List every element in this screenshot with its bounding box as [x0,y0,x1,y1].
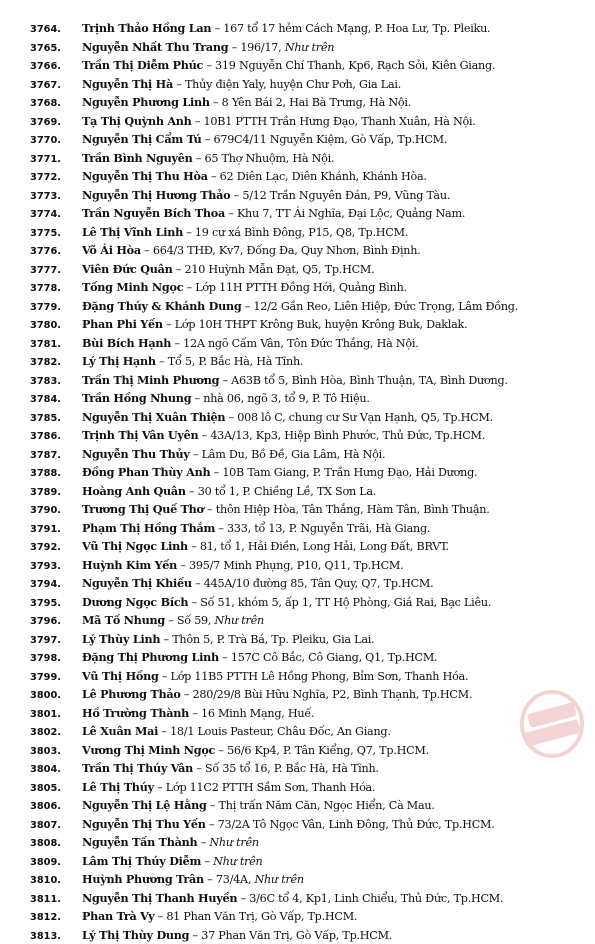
entry-row [30,204,585,223]
entry-row [30,223,585,242]
entry-number: 3767. [30,77,82,94]
entry-name: Nguyễn Thị Lệ Hằng [82,798,207,812]
watermark-stamp [518,688,586,760]
entry-number: 3769. [30,114,82,131]
entry-number: 3783. [30,373,82,390]
entry-address: – thôn Hiệp Hòa, Tân Thắng, Hàm Tân, Bình Thuận. [204,503,490,516]
entry-name: Phạm Thị Hồng Thắm [82,521,215,535]
entry-name: Vũ Thị Ngọc Linh [82,539,188,553]
entry-row [30,186,585,205]
entry-number: 3780. [30,317,82,334]
entry-number: 3785. [30,410,82,427]
entry-address: – Số 51, khóm 5, ấp 1, TT Hộ Phòng, Giá Rai, Bạc Liêu. [188,596,491,609]
entry-note: Như trên [215,614,264,627]
entry-number: 3799. [30,669,82,686]
entry-row [30,260,585,279]
entry-row [30,667,585,686]
entry-number: 3806. [30,798,82,815]
entry-row [30,500,585,519]
entry-address: – Số 35 tổ 16, P. Bắc Hà, Hà Tĩnh. [193,762,379,775]
entry-name: Vương Thị Minh Ngọc [82,743,215,757]
entry-name: Nguyễn Thị Hà [82,77,173,91]
entry-row [30,833,585,852]
entry-address: – 81 Phan Văn Trị, Gò Vấp, Tp.HCM. [154,910,357,923]
entry-name: Viên Đức Quân [82,262,173,276]
entry-number: 3796. [30,613,82,630]
entry-address: – 81, tổ 1, Hải Điền, Long Hải, Long Đất, BRVT. [188,540,449,553]
entry-number: 3798. [30,650,82,667]
entry-address: – [197,836,209,849]
entry-address: – Lâm Du, Bồ Đề, Gia Lâm, Hà Nội. [190,448,386,461]
entry-number: 3803. [30,743,82,760]
entry-name: Phan Trà Vy [82,909,154,923]
entry-number: 3788. [30,465,82,482]
entry-name: Lê Thị Thúy [82,780,154,794]
entry-number: 3771. [30,151,82,168]
entry-name: Lê Thị Vĩnh Linh [82,225,183,239]
entry-address: – 8 Yên Bái 2, Hai Bà Trưng, Hà Nội. [210,96,411,109]
entry-name: Lý Thị Hạnh [82,354,156,368]
entry-name: Trần Nguyễn Bích Thoa [82,206,225,220]
entry-row [30,907,585,926]
entry-address: – 280/29/8 Bùi Hữu Nghĩa, P2, Bình Thạnh, Tp.HCM. [181,688,473,701]
entry-number: 3773. [30,188,82,205]
entry-number: 3808. [30,835,82,852]
entry-address: – 10B Tam Giang, P. Trần Hưng Đạo, Hải Dương. [210,466,477,479]
entry-name: Nguyễn Thị Cẩm Tú [82,132,202,146]
entry-row [30,38,585,57]
entry-name: Đặng Thị Phương Linh [82,650,219,664]
entry-number: 3782. [30,354,82,371]
entry-number: 3797. [30,632,82,649]
entry-address: – 664/3 THĐ, Kv7, Đống Đa, Quy Nhơn, Bình Định. [141,244,421,257]
entry-row [30,389,585,408]
entry-row [30,852,585,871]
entry-number: 3813. [30,928,82,944]
entry-name: Trịnh Thị Vân Uyên [82,428,198,442]
entry-row [30,315,585,334]
entry-name: Trần Thị Thúy Vân [82,761,193,775]
entry-row [30,463,585,482]
entry-name: Nguyễn Thị Thu Hòa [82,169,208,183]
entry-name: Hoàng Anh Quân [82,484,186,498]
entry-number: 3784. [30,391,82,408]
entry-row [30,537,585,556]
entry-row [30,722,585,741]
entry-row [30,75,585,94]
entry-name: Lý Thị Thùy Dung [82,928,189,942]
entry-row [30,630,585,649]
entry-row [30,741,585,760]
entry-row [30,241,585,260]
entry-address: – 56/6 Kp4, P. Tân Kiểng, Q7, Tp.HCM. [215,744,429,757]
entry-address: – 12/2 Gần Reo, Liên Hiệp, Đức Trọng, Lâm Đồng. [241,300,518,313]
watermark-logo [518,688,586,760]
entry-number: 3787. [30,447,82,464]
entry-address: – Thị trấn Năm Căn, Ngọc Hiển, Cà Mau. [207,799,435,812]
entry-address: – 62 Diên Lạc, Diên Khánh, Khánh Hòa. [208,170,427,183]
entry-address: – 210 Huỳnh Mẫn Đạt, Q5, Tp.HCM. [173,263,375,276]
entry-address: – Số 59, [165,614,215,627]
entry-address: – [201,855,213,868]
entry-number: 3791. [30,521,82,538]
entry-name: Hồ Trường Thành [82,706,189,720]
entry-number: 3789. [30,484,82,501]
entry-address: – 167 tổ 17 hẻm Cách Mạng, P. Hoa Lư, Tp. Pleiku. [211,22,490,35]
entry-number: 3802. [30,724,82,741]
entry-note: Như trên [254,873,303,886]
entry-row [30,352,585,371]
entry-row [30,778,585,797]
entry-name: Lê Xuân Mai [82,724,158,738]
entry-number: 3786. [30,428,82,445]
entry-address: – 30 tổ 1, P. Chiềng Lề, TX Sơn La. [186,485,376,498]
entry-address: – 73/4A, [204,873,255,886]
entry-address: – 008 lô C, chung cư Sư Vạn Hạnh, Q5, Tp.HCM. [225,411,493,424]
entry-name: Nguyễn Thị Xuân Thiện [82,410,225,424]
entry-address: – 37 Phan Văn Trị, Gò Vấp, Tp.HCM. [189,929,392,942]
entry-number: 3810. [30,872,82,889]
entry-address: – Lớp 10H THPT Krông Buk, huyện Krông Buk, Daklak. [163,318,468,331]
entry-row [30,112,585,131]
entry-name: Lý Thùy Linh [82,632,160,646]
entry-name: Nguyễn Thị Hương Thảo [82,188,230,202]
entry-number: 3809. [30,854,82,871]
entry-row [30,149,585,168]
entry-address: – A63B tổ 5, Bình Hòa, Bình Thuận, TA, Bình Dương. [219,374,507,387]
entry-row [30,130,585,149]
entry-address: – 73/2A Tô Ngọc Vân, Linh Đông, Thủ Đức, Tp.HCM. [206,818,495,831]
entry-note: Như trên [209,836,258,849]
entry-number: 3765. [30,40,82,57]
entry-name: Nguyễn Nhất Thu Trang [82,40,228,54]
entry-address: – 16 Minh Mạng, Huế. [189,707,314,720]
entry-address: – Tổ 5, P. Bắc Hà, Hà Tĩnh. [156,355,303,368]
entry-row [30,19,585,38]
entry-number: 3793. [30,558,82,575]
entry-row [30,759,585,778]
entry-address: – 157C Cô Bắc, Cô Giang, Q1, Tp.HCM. [219,651,437,664]
entry-row [30,648,585,667]
entry-name: Vũ Thị Hồng [82,669,159,683]
entry-row [30,93,585,112]
entry-number: 3812. [30,909,82,926]
entry-name: Trần Thị Diễm Phúc [82,58,203,72]
entry-number: 3790. [30,502,82,519]
entry-address: – 12A ngõ Cấm Vân, Tôn Đức Thắng, Hà Nội. [171,337,418,350]
entry-row [30,926,585,944]
entry-row [30,611,585,630]
entry-address: – Khu 7, TT Ái Nghĩa, Đại Lộc, Quảng Nam. [225,207,465,220]
entry-name: Đặng Thúy & Khánh Dung [82,299,241,313]
entry-row [30,334,585,353]
entry-address: – 196/17, [228,41,284,54]
entry-name: Nguyễn Thị Thu Yến [82,817,206,831]
entry-row [30,278,585,297]
entry-number: 3770. [30,132,82,149]
entry-number: 3766. [30,58,82,75]
entry-address: – Lớp 11B5 PTTH Lê Hồng Phong, Bỉm Sơn, Thanh Hóa. [159,670,469,683]
entry-note: Như trên [285,41,334,54]
entry-name: Trịnh Thảo Hồng Lan [82,21,211,35]
entry-row [30,685,585,704]
entry-address: – 5/12 Trần Nguyên Đán, P9, Vũng Tàu. [230,189,450,202]
entry-row [30,574,585,593]
entry-number: 3768. [30,95,82,112]
entry-number: 3779. [30,299,82,316]
entry-number: 3764. [30,21,82,38]
entry-number: 3811. [30,891,82,908]
entry-number: 3792. [30,539,82,556]
entry-number: 3777. [30,262,82,279]
entry-name: Trần Thị Minh Phương [82,373,219,387]
entry-address: – 319 Nguyễn Chí Thanh, Kp6, Rạch Sỏi, Kiên Giang. [203,59,495,72]
entry-row [30,519,585,538]
entry-row [30,796,585,815]
entry-name: Nguyễn Tấn Thành [82,835,197,849]
entry-row [30,371,585,390]
entry-address: – Lớp 11H PTTH Đồng Hới, Quảng Bình. [183,281,407,294]
entry-address: – 333, tổ 13, P. Nguyễn Trãi, Hà Giang. [215,522,430,535]
entry-name: Trần Bình Nguyên [82,151,193,165]
entry-number: 3805. [30,780,82,797]
entry-row [30,297,585,316]
entry-name: Võ Ái Hòa [82,243,141,257]
entry-row [30,815,585,834]
entry-number: 3774. [30,206,82,223]
entry-number: 3795. [30,595,82,612]
entry-number: 3807. [30,817,82,834]
entry-address: – 395/7 Minh Phụng, P10, Q11, Tp.HCM. [177,559,403,572]
entry-row [30,889,585,908]
entry-address: – Lớp 11C2 PTTH Sầm Sơn, Thanh Hóa. [154,781,375,794]
entry-name: Trương Thị Quế Thơ [82,502,204,516]
entry-address: – 445A/10 đường 85, Tân Quy, Q7, Tp.HCM. [192,577,434,590]
entry-name: Nguyễn Phương Linh [82,95,210,109]
entry-number: 3775. [30,225,82,242]
entry-name: Huỳnh Phương Trân [82,872,204,886]
entry-row [30,556,585,575]
entry-row [30,593,585,612]
entry-number: 3778. [30,280,82,297]
entry-number: 3776. [30,243,82,260]
entry-name: Huỳnh Kim Yến [82,558,177,572]
entry-address: – 679C4/11 Nguyễn Kiệm, Gò Vấp, Tp.HCM. [202,133,448,146]
entry-number: 3781. [30,336,82,353]
entry-name: Nguyễn Thị Khiếu [82,576,192,590]
entry-row [30,426,585,445]
entry-name: Trần Hồng Nhung [82,391,191,405]
entry-address: – Thôn 5, P. Trà Bá, Tp. Pleiku, Gia Lai. [160,633,374,646]
entry-row [30,167,585,186]
entry-row [30,482,585,501]
entry-address: – Thủy điện Yaly, huyện Chư Pơh, Gia Lai. [173,78,401,91]
entry-row [30,408,585,427]
address-list [30,19,585,944]
entry-name: Phan Phi Yến [82,317,163,331]
entry-row [30,704,585,723]
entry-row [30,56,585,75]
entry-number: 3804. [30,761,82,778]
entry-address: – 19 cư xá Bình Đông, P15, Q8, Tp.HCM. [183,226,408,239]
entry-address: – 10B1 PTTH Trần Hưng Đạo, Thanh Xuân, Hà Nội. [192,115,476,128]
entry-name: Bùi Bích Hạnh [82,336,171,350]
entry-name: Lê Phương Thảo [82,687,181,701]
entry-address: – 18/1 Louis Pasteur, Châu Đốc, An Giang. [158,725,391,738]
entry-name: Đồng Phan Thùy Anh [82,465,210,479]
entry-row [30,445,585,464]
entry-row [30,870,585,889]
entry-name: Tạ Thị Quỳnh Anh [82,114,192,128]
entry-number: 3772. [30,169,82,186]
entry-address: – nhà 06, ngõ 3, tổ 9, P. Tô Hiệu. [191,392,369,405]
entry-name: Lâm Thị Thúy Diễm [82,854,201,868]
entry-number: 3801. [30,706,82,723]
entry-note: Như trên [213,855,262,868]
entry-name: Nguyễn Thu Thủy [82,447,190,461]
entry-address: – 65 Thợ Nhuộm, Hà Nội. [193,152,335,165]
entry-name: Nguyễn Thị Thanh Huyền [82,891,237,905]
entry-name: Tống Minh Ngọc [82,280,183,294]
entry-name: Dương Ngọc Bích [82,595,188,609]
entry-number: 3800. [30,687,82,704]
entry-address: – 43A/13, Kp3, Hiệp Bình Phước, Thủ Đức, Tp.HCM. [198,429,485,442]
entry-name: Mã Tố Nhung [82,613,165,627]
entry-number: 3794. [30,576,82,593]
entry-address: – 3/6C tổ 4, Kp1, Linh Chiểu, Thủ Đức, Tp.HCM. [237,892,503,905]
